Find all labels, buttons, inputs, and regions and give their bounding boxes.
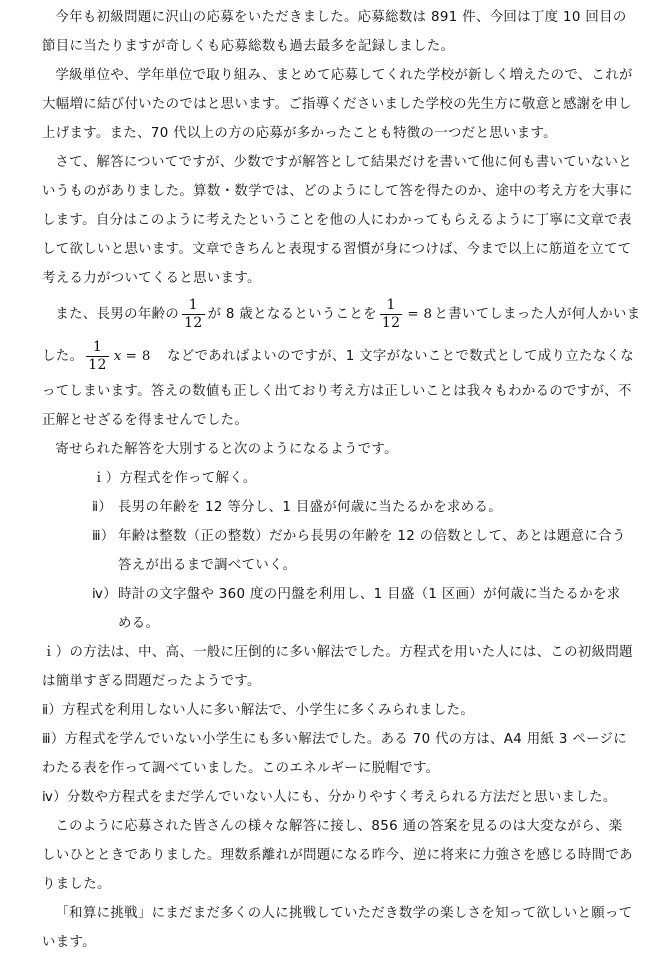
fraction-one-twelfth [86, 339, 109, 374]
math-text: などであればよいのですが、1 文字がないことで数式として成り立たなくな [167, 348, 634, 364]
fraction-one-twelfth [380, 297, 403, 332]
paragraph-math-notation [42, 293, 641, 435]
method-item [92, 522, 634, 580]
math-text: した。 [42, 348, 84, 364]
method-comment: ⅲ）方程式を学んでいない小学生にも多い解法でした。ある 70 代の方は、A4 用紙 3 ページにわたる表を作って調べていました。このエネルギーに脱帽です。 [42, 732, 628, 776]
method-marker: ｉ） [92, 471, 120, 486]
math-line-1 [42, 293, 641, 335]
method-text: 長男の年齢を 12 等分し、1 目盛が何歳に当たるかを求める。 [118, 500, 502, 515]
method-comment: ｉ）の方法は、中、高、一般に圧倒的に多い解法でした。方程式を用いた人には、この初級問題は簡単すぎる問題だったようです。 [42, 645, 633, 689]
math-text: また、長男の年齢の [55, 306, 180, 322]
fraction-denominator: 12 [381, 314, 401, 331]
fraction-denominator: 12 [88, 356, 107, 373]
method-marker: ⅳ） [92, 587, 117, 602]
math-text-rest: ってしまいます。答えの数値も正しく出ており考え方は正しいことは我々もわかるのですが、不正解とせざるを得ませんでした。 [42, 384, 632, 428]
method-text: 時計の文字盤や 360 度の円盤を利用し、1 目盛（1 区画）が何歳に当たるかを求める。 [118, 587, 621, 631]
method-item [92, 580, 634, 638]
method-marker: ⅲ） [92, 529, 115, 544]
fraction-numerator: 1 [386, 296, 396, 313]
math-text: と書いてしまった人が何人かいま [434, 306, 641, 322]
math-line-2 [42, 335, 634, 377]
paragraph-answer-format: さて、解答についてですが、少数ですが解答として結果だけを書いて他に何も書いていないというものがありました。算数・数学では、どのようにして答を得たのか、途中の考え方を大事にします。自分はこのように考えたということを他の人にわかってもらえるように丁寧に文章で表して欲しいと思います。文章できちんと表現する習慣が身につけば、今まで以上に筋道を立てて考える力がついてくると思います。 [42, 155, 633, 286]
document-body [42, 3, 641, 957]
paragraph-closing: 「和算に挑戦」にまだまだ多くの人に挑戦していただき数学の楽しさを知って欲しいと願っています。 [42, 906, 633, 950]
method-list [42, 464, 634, 638]
equation-variable: x [113, 348, 122, 364]
math-text: が 8 歳となるということを [207, 306, 377, 322]
method-item [92, 464, 634, 493]
paragraph-thanks: 学級単位や、学年単位で取り組み、まとめて応募してくれた学校が新しく増えたので、これが大幅増に結び付いたのではと思います。ご指導くださいました学校の先生方に敬意と感謝を申し上げます。また、70 代以上の方の応募が多かったことも特徴の一つだと思います。 [42, 68, 633, 141]
method-text: 年齢は整数（正の整数）だから長男の年齢を 12 の倍数として、あとは題意に合う答えが出るまで調べていく。 [118, 529, 626, 573]
equation-operator: = 8 [407, 306, 433, 322]
paragraph-method-intro: 寄せられた解答を大別すると次のようになるようです。 [55, 442, 398, 457]
method-marker: ⅱ） [92, 500, 113, 515]
fraction-one-twelfth [182, 297, 205, 332]
method-comment: ⅳ）分数や方程式をまだ学んでいない人にも、分かりやすく考えられる方法だと思いました。 [42, 790, 617, 805]
equation-operator: = 8 [125, 348, 151, 364]
method-text: 方程式を作って解く。 [119, 471, 257, 486]
fraction-denominator: 12 [184, 314, 203, 331]
method-comment: ⅱ）方程式を利用しない人に多い解法で、小学生に多くみられました。 [42, 703, 475, 718]
fraction-numerator: 1 [188, 296, 198, 313]
paragraph-reflection: このように応募された皆さんの様々な解答に接し、856 通の答案を見るのは大変ながら、楽しいひとときでありました。理数系離れが問題になる昨今、逆に将来に力強さを感じる時間でありました。 [42, 819, 633, 892]
fraction-numerator: 1 [92, 338, 103, 355]
method-item [92, 493, 634, 522]
paragraph-intro: 今年も初級問題に沢山の応募をいただきました。応募総数は 891 件、今回は丁度 10 回目の節目に当たりますが奇しくも応募総数も過去最多を記録しました。 [42, 10, 627, 54]
